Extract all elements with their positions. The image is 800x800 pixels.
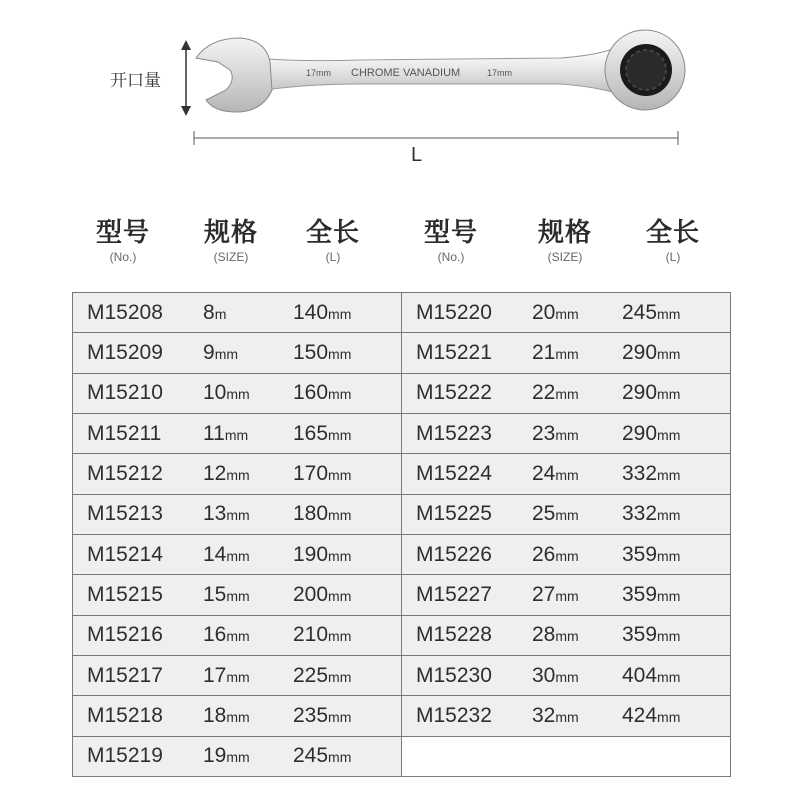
model-number: M15221 (416, 340, 492, 364)
size-number: 27 (532, 582, 556, 606)
header-length-right (618, 218, 728, 266)
size-number: 19 (203, 744, 227, 768)
spec-row-content (402, 414, 730, 453)
spec-cell-left (73, 534, 402, 574)
table-row (73, 373, 731, 413)
model-number: M15212 (87, 461, 163, 485)
spec-row-content (73, 696, 401, 735)
header-en: (L) (665, 250, 681, 264)
size-unit: mm (555, 628, 579, 645)
model-number: M15225 (416, 502, 492, 526)
header-size-right (510, 218, 620, 266)
size-unit: mm (214, 345, 239, 362)
table-row (73, 454, 731, 494)
length-unit: mm (657, 426, 681, 443)
size-value (532, 462, 622, 486)
size-unit: mm (226, 466, 250, 483)
length-unit: mm (328, 466, 352, 483)
spec-table (72, 292, 731, 777)
length-number: 359 (622, 582, 658, 606)
empty-cell (402, 736, 731, 776)
size-value (203, 341, 293, 365)
model-number: M15214 (87, 542, 163, 566)
table-row (73, 736, 731, 776)
table-row (73, 696, 731, 736)
size-number: 28 (532, 623, 556, 647)
size-number: 24 (532, 461, 556, 485)
size-unit: mm (555, 426, 579, 443)
size-number: 10 (203, 381, 227, 405)
length-value (622, 301, 728, 325)
length-value (293, 462, 399, 486)
header-cn: 规格 (203, 218, 258, 248)
header-en: (No.) (109, 250, 137, 264)
length-number: 359 (622, 623, 658, 647)
table-row (73, 655, 731, 695)
size-unit: mm (555, 466, 579, 483)
length-unit: mm (657, 587, 681, 604)
model-number: M15220 (416, 300, 492, 324)
model-number: M15215 (87, 582, 163, 606)
model-number: M15232 (416, 703, 492, 727)
size-value (532, 422, 622, 446)
length-unit: mm (657, 708, 681, 725)
size-value (203, 744, 293, 768)
length-value (622, 502, 728, 526)
size-value (532, 381, 622, 405)
length-unit: mm (657, 466, 681, 483)
size-unit: mm (555, 305, 579, 322)
length-number: 290 (622, 340, 658, 364)
size-number: 9 (203, 340, 215, 364)
spec-cell-right (402, 494, 731, 534)
model-number: M15211 (87, 421, 162, 445)
opening-dimension-arrow (181, 40, 191, 116)
size-number: 32 (532, 703, 556, 727)
length-value (622, 664, 728, 688)
header-model-left (68, 218, 178, 266)
length-number: 332 (622, 502, 658, 526)
size-value (532, 583, 622, 607)
size-number: 12 (203, 461, 227, 485)
size-number: 23 (532, 421, 556, 445)
length-value (622, 623, 728, 647)
length-value (293, 664, 399, 688)
header-en: (SIZE) (547, 250, 583, 264)
header-cn: 型号 (423, 218, 478, 248)
wrench-open-end (196, 38, 272, 112)
length-unit: mm (328, 587, 352, 604)
size-unit: mm (226, 668, 250, 685)
size-unit: mm (226, 628, 250, 645)
wrench-marking-right: 17mm (487, 68, 513, 78)
spec-row-content (73, 414, 401, 453)
length-unit: mm (328, 305, 352, 322)
length-unit: mm (657, 547, 681, 564)
spec-cell-left (73, 736, 402, 776)
size-value (203, 462, 293, 486)
spec-row-content (73, 656, 401, 695)
spec-row-content (402, 656, 730, 695)
model-number: M15223 (416, 421, 492, 445)
length-value (293, 422, 399, 446)
size-unit: mm (555, 708, 579, 725)
length-value (293, 502, 399, 526)
length-number: 359 (622, 542, 658, 566)
table-row (73, 494, 731, 534)
spec-cell-left (73, 333, 402, 373)
spec-row-content (402, 495, 730, 534)
length-value (622, 462, 728, 486)
spec-cell-right (402, 293, 731, 333)
length-number: 245 (622, 300, 658, 324)
size-value (203, 381, 293, 405)
length-number: 165 (293, 421, 329, 445)
length-unit: mm (328, 547, 352, 564)
spec-row-content (402, 616, 730, 655)
spec-cell-right (402, 413, 731, 453)
spec-row-content (402, 454, 730, 493)
size-unit: mm (555, 345, 579, 362)
length-value (622, 341, 728, 365)
size-value (203, 301, 293, 325)
spec-cell-right (402, 454, 731, 494)
length-value (293, 744, 399, 768)
length-number: 150 (293, 340, 329, 364)
spec-row-content (73, 535, 401, 574)
length-unit: mm (328, 668, 352, 685)
length-value (622, 422, 728, 446)
size-unit: mm (555, 587, 579, 604)
wrench-marking-center: CHROME VANADIUM (351, 67, 461, 79)
spec-cell-left (73, 454, 402, 494)
size-number: 25 (532, 502, 556, 526)
length-dimension-line (194, 131, 678, 145)
size-value (203, 502, 293, 526)
spec-cell-left (73, 293, 402, 333)
length-value (293, 543, 399, 567)
table-row (73, 575, 731, 615)
model-number: M15224 (416, 461, 492, 485)
table-row (73, 615, 731, 655)
size-unit: mm (226, 507, 250, 524)
model-number: M15226 (416, 542, 492, 566)
size-value (532, 704, 622, 728)
size-number: 8 (203, 300, 215, 324)
size-number: 15 (203, 582, 227, 606)
length-value (293, 704, 399, 728)
spec-cell-right (402, 373, 731, 413)
header-cn: 全长 (305, 218, 360, 248)
size-unit: mm (226, 386, 250, 403)
model-number: M15209 (87, 340, 163, 364)
length-unit: mm (328, 628, 352, 645)
spec-row-content (73, 454, 401, 493)
header-en: (No.) (437, 250, 465, 264)
model-number: M15213 (87, 502, 163, 526)
model-number: M15228 (416, 623, 492, 647)
model-number: M15227 (416, 582, 492, 606)
spec-row-content (402, 575, 730, 614)
size-unit: mm (555, 547, 579, 564)
wrench-diagram (0, 0, 800, 190)
length-value (622, 381, 728, 405)
model-number: M15219 (87, 744, 163, 768)
spec-cell-right (402, 333, 731, 373)
spec-row-content (402, 293, 730, 332)
size-value (203, 664, 293, 688)
size-unit: mm (226, 587, 250, 604)
length-unit: mm (657, 507, 681, 524)
size-unit: mm (555, 507, 579, 524)
spec-row-content (73, 293, 401, 332)
size-value (203, 704, 293, 728)
header-en: (SIZE) (213, 250, 249, 264)
length-unit: mm (657, 345, 681, 362)
spec-row-content (73, 333, 401, 372)
length-unit: mm (657, 305, 681, 322)
spec-cell-left (73, 615, 402, 655)
length-number: 200 (293, 582, 329, 606)
spec-row-content (402, 535, 730, 574)
spec-table-body (73, 293, 731, 777)
model-number: M15218 (87, 703, 163, 727)
size-unit: mm (226, 547, 250, 564)
spec-cell-right (402, 655, 731, 695)
spec-cell-right (402, 696, 731, 736)
spec-cell-left (73, 696, 402, 736)
header-cn: 全长 (645, 218, 700, 248)
model-number: M15210 (87, 381, 163, 405)
size-number: 26 (532, 542, 556, 566)
size-value (203, 422, 293, 446)
size-unit: m (214, 305, 227, 322)
table-row (73, 534, 731, 574)
length-value (293, 301, 399, 325)
model-number: M15208 (87, 300, 163, 324)
size-unit: mm (226, 749, 250, 766)
spec-row-content (73, 495, 401, 534)
header-en: (L) (325, 250, 341, 264)
size-unit: mm (226, 708, 250, 725)
header-length-left (278, 218, 388, 266)
opening-label: 开口量 (110, 71, 161, 91)
length-unit: mm (328, 749, 352, 766)
length-value (293, 623, 399, 647)
size-number: 20 (532, 300, 556, 324)
table-row (73, 333, 731, 373)
length-value (293, 583, 399, 607)
length-value (622, 583, 728, 607)
length-unit: mm (657, 668, 681, 685)
spec-cell-left (73, 373, 402, 413)
spec-row-content (402, 374, 730, 413)
size-value (532, 341, 622, 365)
header-size-left (176, 218, 286, 266)
size-number: 13 (203, 502, 227, 526)
length-unit: mm (657, 628, 681, 645)
length-number: 332 (622, 461, 658, 485)
spec-row-content (73, 737, 401, 776)
length-number: 404 (622, 663, 658, 687)
size-unit: mm (555, 668, 579, 685)
length-number: 160 (293, 381, 329, 405)
spec-cell-left (73, 413, 402, 453)
size-value (532, 502, 622, 526)
size-value (532, 543, 622, 567)
header-model-right (396, 218, 506, 266)
length-number: 290 (622, 421, 658, 445)
length-number: 180 (293, 502, 329, 526)
spec-row-content (73, 616, 401, 655)
size-value (532, 623, 622, 647)
size-value (203, 583, 293, 607)
size-unit: mm (224, 426, 249, 443)
length-number: 245 (293, 744, 329, 768)
length-value (622, 704, 728, 728)
length-unit: mm (328, 708, 352, 725)
length-value (622, 543, 728, 567)
length-unit: mm (328, 507, 352, 524)
model-number: M15222 (416, 381, 492, 405)
spec-cell-left (73, 655, 402, 695)
length-number: 235 (293, 703, 329, 727)
length-number: 424 (622, 703, 658, 727)
length-value (293, 381, 399, 405)
length-number: 190 (293, 542, 329, 566)
size-value (532, 664, 622, 688)
wrench-marking-left: 17mm (306, 68, 332, 78)
spec-cell-left (73, 575, 402, 615)
size-number: 30 (532, 663, 556, 687)
length-number: 140 (293, 300, 329, 324)
spec-cell-right (402, 615, 731, 655)
table-row (73, 293, 731, 333)
header-cn: 规格 (537, 218, 592, 248)
length-number: 225 (293, 663, 329, 687)
spec-row-content (402, 696, 730, 735)
size-unit: mm (555, 386, 579, 403)
size-value (203, 543, 293, 567)
size-number: 22 (532, 381, 556, 405)
length-value (293, 341, 399, 365)
size-number: 11 (203, 421, 225, 445)
size-number: 21 (532, 340, 556, 364)
size-value (203, 623, 293, 647)
spec-cell-right (402, 575, 731, 615)
size-value (532, 301, 622, 325)
model-number: M15216 (87, 623, 163, 647)
length-unit: mm (328, 345, 352, 362)
spec-row-content (402, 333, 730, 372)
size-number: 14 (203, 542, 227, 566)
size-number: 18 (203, 703, 227, 727)
spec-cell-right (402, 534, 731, 574)
length-number: 290 (622, 381, 658, 405)
wrench-illustration (0, 0, 800, 190)
spec-row-content (73, 374, 401, 413)
length-unit: mm (657, 386, 681, 403)
length-unit: mm (328, 426, 352, 443)
spec-row-content (73, 575, 401, 614)
spec-cell-left (73, 494, 402, 534)
length-unit: mm (328, 386, 352, 403)
table-row (73, 413, 731, 453)
length-label: L (411, 144, 423, 166)
size-number: 16 (203, 623, 227, 647)
length-number: 170 (293, 461, 329, 485)
model-number: M15217 (87, 663, 163, 687)
header-cn: 型号 (95, 218, 150, 248)
size-number: 17 (203, 663, 227, 687)
length-number: 210 (293, 623, 329, 647)
model-number: M15230 (416, 663, 492, 687)
